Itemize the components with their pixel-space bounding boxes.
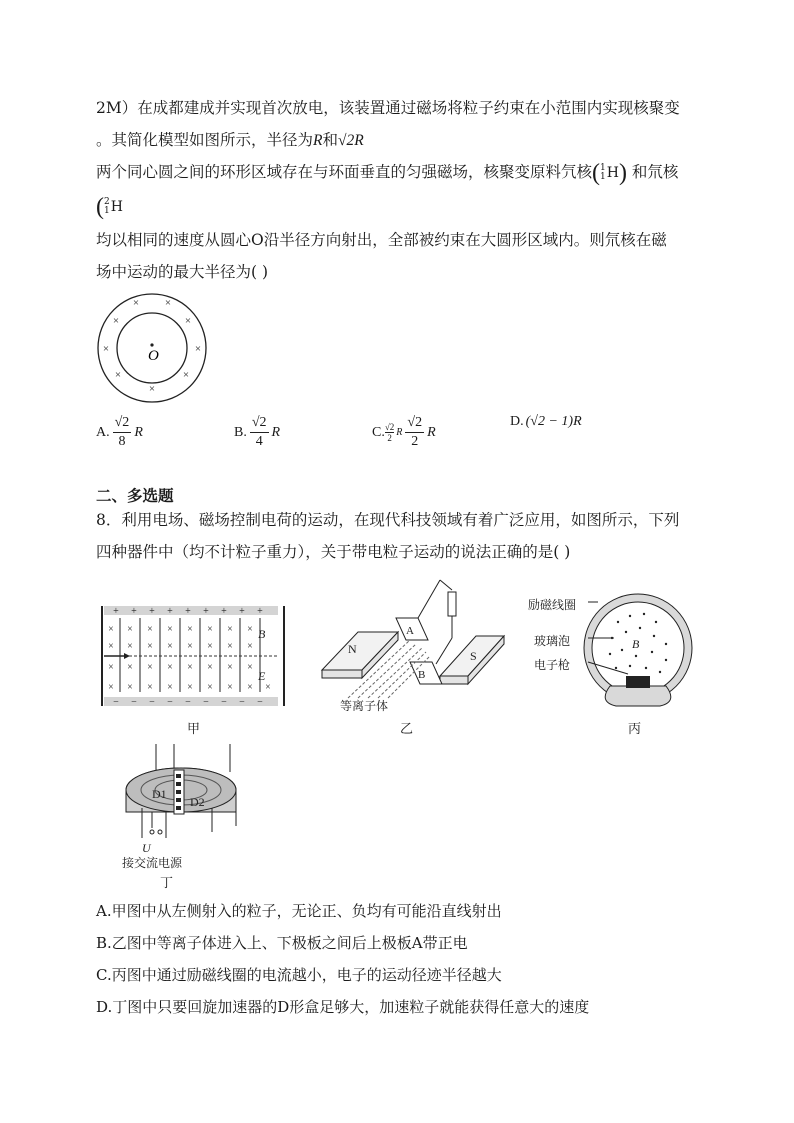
svg-text:+: + — [257, 606, 263, 617]
svg-text:×: × — [187, 682, 193, 693]
svg-text:×: × — [207, 682, 213, 693]
radius-sqrt2R: √2R — [338, 132, 364, 149]
option-D-label: D. — [510, 414, 524, 429]
fig-yi-S: S — [470, 649, 477, 663]
svg-text:−: − — [221, 697, 227, 708]
q7-line-2 — [96, 130, 364, 151]
q7-line-3-text: 两个同心圆之间的环形区域存在与环面垂直的匀强磁场，核聚变原料氕核 — [96, 163, 593, 181]
svg-text:×: × — [167, 682, 173, 693]
svg-text:×: × — [108, 641, 114, 652]
svg-text:×: × — [207, 641, 213, 652]
svg-text:×: × — [194, 343, 202, 355]
svg-text:×: × — [265, 682, 271, 693]
svg-text:−: − — [185, 697, 191, 708]
svg-text:+: + — [149, 606, 155, 617]
option-C-small-R: R — [396, 427, 403, 438]
fig-yi-caption: 乙 — [400, 721, 414, 736]
svg-text:×: × — [182, 369, 190, 381]
svg-text:−: − — [113, 697, 119, 708]
option-C-num: √2 — [405, 414, 424, 433]
svg-text:×: × — [187, 662, 193, 673]
svg-text:×: × — [108, 624, 114, 635]
svg-text:×: × — [164, 297, 172, 309]
svg-text:×: × — [227, 624, 233, 635]
svg-text:+: + — [167, 606, 173, 617]
answer-D[interactable]: D.丁图中只要回旋加速器的D形盒足够大，加速粒子就能获得任意大的速度 — [96, 998, 590, 1016]
svg-text:+: + — [113, 606, 119, 617]
fig-ding-caption: 丁 — [160, 875, 174, 890]
fig-ding-U: U — [142, 841, 151, 855]
q8-line-1: 8．利用电场、磁场控制电荷的运动，在现代科技领域有着广泛应用，如图所示，下列 — [96, 511, 680, 529]
option-A-R: R — [134, 424, 143, 440]
svg-text:×: × — [132, 297, 140, 309]
svg-text:×: × — [147, 682, 153, 693]
protium-element: H — [606, 165, 619, 181]
svg-text:×: × — [167, 641, 173, 652]
q7-and: 和 — [322, 131, 338, 149]
option-D[interactable] — [510, 414, 582, 430]
fig-ding-D1: D1 — [152, 787, 167, 801]
svg-text:×: × — [227, 662, 233, 673]
svg-text:×: × — [147, 662, 153, 673]
option-B-R: R — [271, 424, 281, 440]
q7-and-deuterium: 和氘核 — [631, 163, 679, 181]
option-C-small-fraction — [385, 422, 394, 443]
svg-text:×: × — [167, 624, 173, 635]
svg-text:+: + — [221, 606, 227, 617]
svg-text:−: − — [239, 697, 245, 708]
fig-ding-source: 接交流电源 — [122, 856, 183, 870]
answer-C[interactable]: C.丙图中通过励磁线圈的电流越小，电子的运动径迹半径越大 — [96, 966, 502, 984]
option-C-label: C. — [372, 424, 385, 440]
option-D-expr: (√2 − 1)R — [525, 414, 582, 429]
svg-text:×: × — [147, 624, 153, 635]
svg-text:−: − — [203, 697, 209, 708]
fig-yi-N: N — [348, 642, 357, 656]
svg-text:×: × — [114, 369, 122, 381]
center-label: O — [148, 348, 159, 364]
fig-jia-E: E — [258, 669, 266, 683]
deuterium-mass-number: 2 — [104, 197, 110, 207]
fig-bing-B: B — [632, 637, 640, 651]
option-B-label: B. — [234, 424, 247, 440]
option-C[interactable] — [372, 414, 436, 451]
figure-jia-velocity-selector — [98, 604, 288, 712]
svg-text:×: × — [227, 641, 233, 652]
option-A-fraction — [113, 414, 132, 451]
svg-text:×: × — [207, 662, 213, 673]
deuterium-charge-number: 1 — [104, 206, 110, 216]
svg-text:×: × — [108, 662, 114, 673]
option-B-fraction — [250, 414, 269, 451]
option-A-label: A. — [96, 424, 110, 440]
fig-yi-Bplate: B — [418, 669, 426, 681]
svg-text:+: + — [185, 606, 191, 617]
svg-text:+: + — [239, 606, 245, 617]
svg-text:×: × — [112, 315, 120, 327]
deuterium-element: H — [110, 199, 123, 215]
q8-line-2: 四种器件中（均不计粒子重力），关于带电粒子运动的说法正确的是( ) — [96, 543, 571, 561]
option-B[interactable] — [234, 414, 280, 451]
svg-text:×: × — [167, 662, 173, 673]
fig-bing-caption: 丙 — [628, 721, 642, 736]
figure-ding-cyclotron — [112, 742, 252, 860]
fig-jia-B: B — [258, 627, 266, 641]
section-title: 二、多选题 — [96, 487, 174, 505]
option-C-fraction — [405, 414, 424, 451]
svg-text:×: × — [227, 682, 233, 693]
svg-text:−: − — [131, 697, 137, 708]
option-A-num: √2 — [113, 414, 132, 433]
option-C-small-den: 2 — [387, 433, 392, 443]
svg-text:×: × — [247, 682, 253, 693]
deuterium-symbol: ( 2 1 H — [96, 194, 123, 220]
protium-mass-number: 1 — [600, 163, 606, 173]
svg-text:×: × — [148, 383, 156, 395]
option-B-den: 4 — [255, 434, 263, 449]
svg-text:−: − — [149, 697, 155, 708]
protium-symbol: ( 1 1 H ) — [592, 160, 627, 186]
option-A-den: 8 — [118, 434, 126, 449]
option-A[interactable] — [96, 414, 143, 451]
fig-yi-plasma: 等离子体 — [340, 699, 389, 713]
deuterium-symbol-line — [96, 194, 123, 220]
protium-charge-number: 1 — [600, 172, 606, 182]
svg-text:×: × — [187, 641, 193, 652]
answer-A[interactable]: A.甲图中从左侧射入的粒子，无论正、负均有可能沿直线射出 — [96, 902, 502, 920]
svg-text:−: − — [257, 697, 263, 708]
concentric-circles-figure — [96, 292, 208, 404]
svg-text:×: × — [127, 662, 133, 673]
option-C-den: 2 — [411, 434, 419, 449]
svg-text:+: + — [131, 606, 137, 617]
svg-text:×: × — [147, 641, 153, 652]
fig-bing-bulb: 玻璃泡 — [534, 634, 571, 648]
svg-text:×: × — [187, 624, 193, 635]
svg-text:×: × — [207, 624, 213, 635]
fig-bing-coil: 励磁线圈 — [528, 598, 577, 612]
q7-line-5: 场中运动的最大半径为( ) — [96, 263, 269, 281]
q7-line-3 — [96, 160, 679, 186]
svg-text:×: × — [247, 662, 253, 673]
option-C-small-num: √2 — [384, 422, 395, 432]
fig-bing-gun: 电子枪 — [534, 658, 571, 672]
svg-text:−: − — [167, 697, 173, 708]
svg-text:×: × — [247, 641, 253, 652]
q7-line-1: 2M）在成都建成并实现首次放电，该装置通过磁场将粒子约束在小范围内实现核聚变 — [96, 99, 680, 117]
svg-text:×: × — [247, 624, 253, 635]
svg-text:×: × — [127, 624, 133, 635]
answer-B[interactable]: B.乙图中等离子体进入上、下极板之间后上极板A带正电 — [96, 934, 468, 952]
fig-ding-D2: D2 — [190, 795, 205, 809]
q7-line-4: 均以相同的速度从圆心O沿半径方向射出，全部被约束在大圆形区域内。则氘核在磁 — [96, 231, 667, 249]
fig-jia-caption: 甲 — [187, 721, 201, 736]
svg-text:×: × — [108, 682, 114, 693]
fig-yi-A: A — [406, 625, 414, 637]
radius-R: R — [313, 132, 323, 149]
svg-text:×: × — [127, 641, 133, 652]
svg-text:×: × — [184, 315, 192, 327]
option-B-num: √2 — [250, 414, 269, 433]
figure-yi-mhd-generator — [318, 578, 508, 714]
svg-text:×: × — [127, 682, 133, 693]
svg-text:×: × — [102, 343, 110, 355]
svg-text:+: + — [203, 606, 209, 617]
q7-line-2-text: 。其简化模型如图所示，半径为 — [96, 131, 314, 149]
option-C-R: R — [427, 424, 436, 440]
